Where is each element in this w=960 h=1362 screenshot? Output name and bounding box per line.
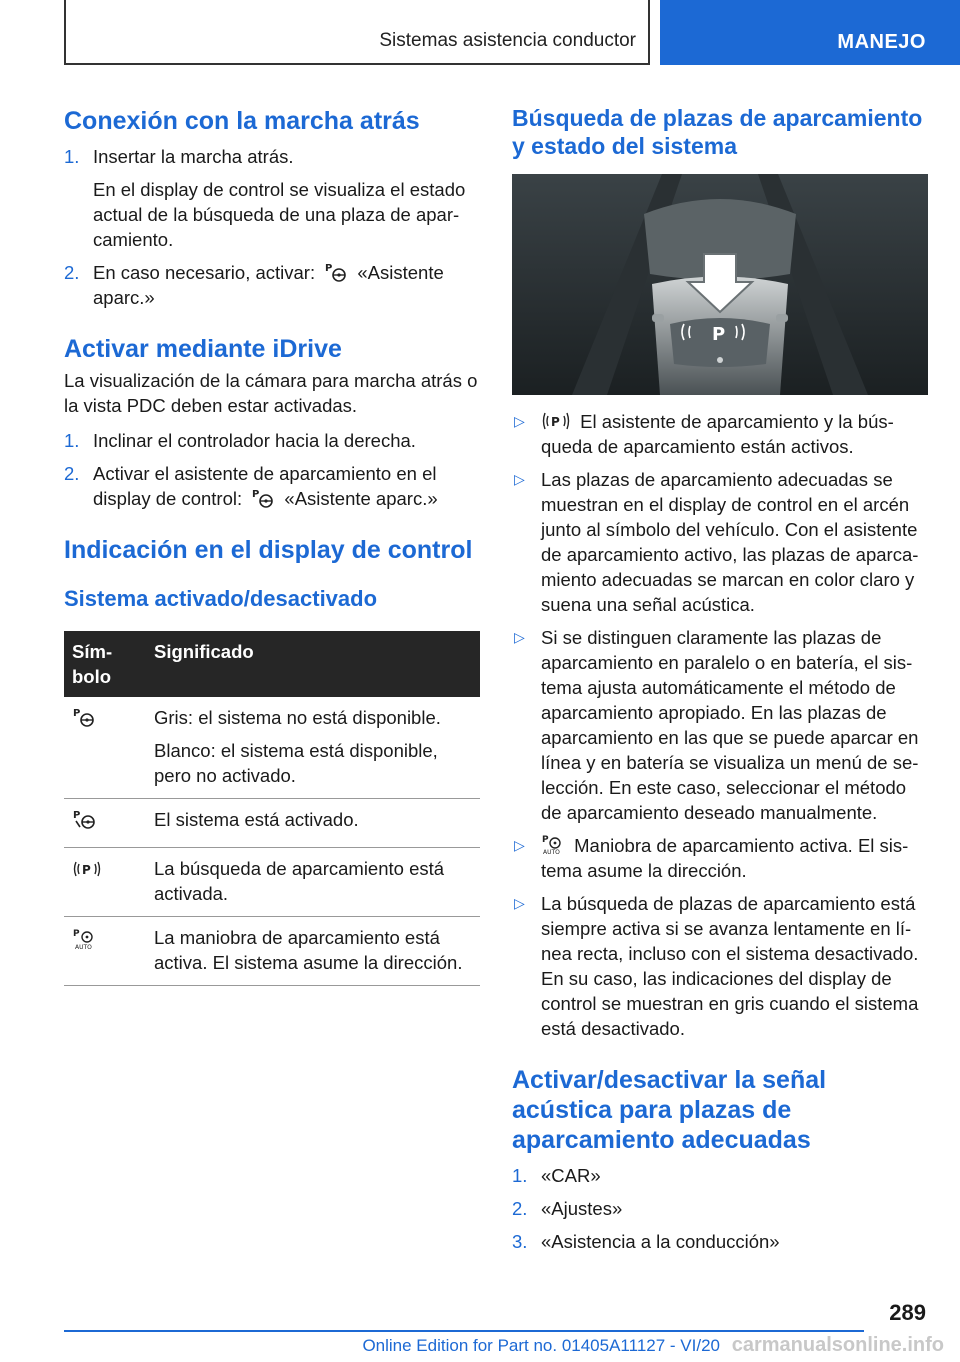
bullet-marker: ▷: [514, 413, 525, 429]
heading-parking-search: Búsqueda de plazas de aparcamiento y estado del sistema: [512, 105, 923, 159]
symbol-table: [64, 631, 480, 986]
step-text-menu: «Asistente aparc.»: [93, 262, 444, 308]
park-assist-steering-icon: [324, 262, 348, 282]
park-assist-active-icon: [72, 809, 98, 831]
heading-idrive: Activar mediante iDrive: [64, 335, 342, 363]
list-item: [64, 144, 482, 169]
list-item: [64, 428, 482, 453]
park-auto-icon: [541, 833, 565, 855]
step-text-menu: «Asistente aparc.»: [284, 488, 438, 509]
bullet-text: La búsqueda de plazas de aparcamiento está siempre activa si se avanza lentamente en línea recta, incluso con el sistema desactivado. En su caso, las indicaciones del display de control se muestran en gris cuando el sistema está desactivado.: [541, 893, 919, 1039]
svg-text:P: P: [712, 324, 726, 345]
step-number: 2.: [64, 463, 80, 484]
heading-acoustic-signal: Activar/desactivar la señal acústica para plazas de aparcamiento adecuadas: [512, 1066, 827, 1154]
park-assist-steering-icon: [251, 488, 275, 508]
parking-display-illustration: [512, 174, 928, 395]
svg-text:P: P: [542, 835, 549, 845]
step-text: En caso necesario, activar:: [93, 262, 316, 283]
header-rule-right: [648, 0, 650, 64]
step-detail: En el display de control se visualiza el estado actual de la búsqueda de una plaza de aparcamiento.: [93, 179, 466, 250]
heading-system-state: Sistema activado/desactivado: [64, 586, 378, 611]
meaning-text: Gris: el sistema no está disponible.: [154, 707, 441, 728]
bullet-marker: ▷: [514, 471, 525, 487]
list-item: [512, 625, 930, 825]
svg-text:P: P: [73, 810, 81, 821]
list-item: [512, 467, 930, 617]
list-item: [64, 260, 482, 310]
meaning-text: La búsqueda de aparcamiento está activada.: [146, 848, 480, 917]
footer-rule: [64, 1330, 864, 1332]
section-title: Sistemas asistencia conductor: [379, 30, 636, 51]
meaning-text: El sistema está activado.: [146, 799, 480, 848]
step-text: Inclinar el controlador hacia la derecha.: [93, 430, 416, 451]
list-item: [512, 1196, 930, 1221]
svg-text:P: P: [73, 929, 80, 939]
heading-reverse-gear: Conexión con la marcha atrás: [64, 107, 420, 135]
list-item: [512, 1229, 930, 1254]
step-text: «Asistencia a la conducción»: [541, 1231, 780, 1252]
step-number: 1.: [512, 1165, 528, 1186]
right-column: [512, 100, 930, 1254]
bullet-marker: ▷: [514, 629, 525, 645]
list-item: [64, 461, 482, 511]
bullet-text: Maniobra de aparcamiento activa. El sistema asume la dirección.: [541, 835, 909, 881]
display-screenshot-image: [512, 174, 928, 395]
park-assist-steering-icon: [72, 707, 96, 729]
svg-text:P: P: [551, 415, 560, 429]
step-text: Activar el asistente de aparcamiento en el display de control:: [93, 463, 437, 509]
table-row: [64, 917, 480, 986]
bullet-text: Las plazas de aparcamiento adecuadas se muestran en el display de control en el arcén junto al símbolo del vehículo. Con el asistente de aparcamiento activo, las plazas de aparcamiento adecuadas se marcan en color claro y suena una señal acústica.: [541, 469, 919, 615]
header-underline: [64, 63, 650, 65]
step-text: Insertar la marcha atrás.: [93, 146, 294, 167]
list-item: [512, 409, 930, 459]
col-symbol: Símbolo: [64, 631, 146, 697]
svg-text:P: P: [325, 263, 333, 274]
bullet-marker: ▷: [514, 895, 525, 911]
table-row: [64, 697, 480, 799]
parking-search-icon: [72, 858, 102, 880]
meaning-text: La maniobra de aparcamiento está activa. El sistema asume la dirección.: [146, 917, 480, 986]
bullet-text: Si se distinguen claramente las plazas de aparcamiento en paralelo o en batería, el sistema ajusta automáticamente el método de aparcamiento apropiado. En las plazas de aparcamiento en las que se puede aparcar en línea y en batería se visualiza un menú de selección. En este caso, seleccionar el método de aparcamiento deseado manualmente.: [541, 627, 919, 823]
step-text: «Ajustes»: [541, 1198, 623, 1219]
chapter-tab[interactable]: MANEJO: [660, 0, 960, 65]
watermark: carmanualsonline.info: [731, 1334, 944, 1356]
left-column: [64, 100, 482, 986]
step-text: «CAR»: [541, 1165, 601, 1186]
step-number: 1.: [64, 430, 80, 451]
step-number: 2.: [64, 262, 80, 283]
park-auto-icon: [72, 927, 98, 951]
list-item: [512, 891, 930, 1041]
list-item: [512, 833, 930, 883]
bullet-marker: ▷: [514, 837, 525, 853]
svg-text:P: P: [73, 708, 81, 719]
step-number: 3.: [512, 1231, 528, 1252]
svg-text:AUTO: AUTO: [543, 849, 560, 855]
svg-text:P: P: [82, 863, 91, 877]
step-number: 2.: [512, 1198, 528, 1219]
col-meaning: Significado: [146, 631, 480, 697]
meaning-text: Blanco: el sistema está disponible, pero no activado.: [154, 740, 438, 786]
step-number: 1.: [64, 146, 80, 167]
svg-text:P: P: [252, 489, 260, 500]
table-row: [64, 799, 480, 848]
idrive-intro: La visualización de la cámara para marcha atrás o la vista PDC deben estar activadas.: [64, 370, 478, 416]
list-item: [512, 1163, 930, 1188]
parking-search-icon: [541, 411, 571, 431]
page-number: 289: [889, 1300, 926, 1325]
header-rule-left: [64, 0, 66, 64]
bullet-text: El asistente de aparcamiento y la búsqueda de aparcamiento están activos.: [541, 411, 894, 457]
svg-text:AUTO: AUTO: [75, 944, 92, 951]
heading-display: Indicación en el display de control: [64, 536, 473, 564]
table-row: [64, 848, 480, 917]
edition-text: Online Edition for Part no. 01405A11127 - VI/20: [362, 1336, 720, 1355]
